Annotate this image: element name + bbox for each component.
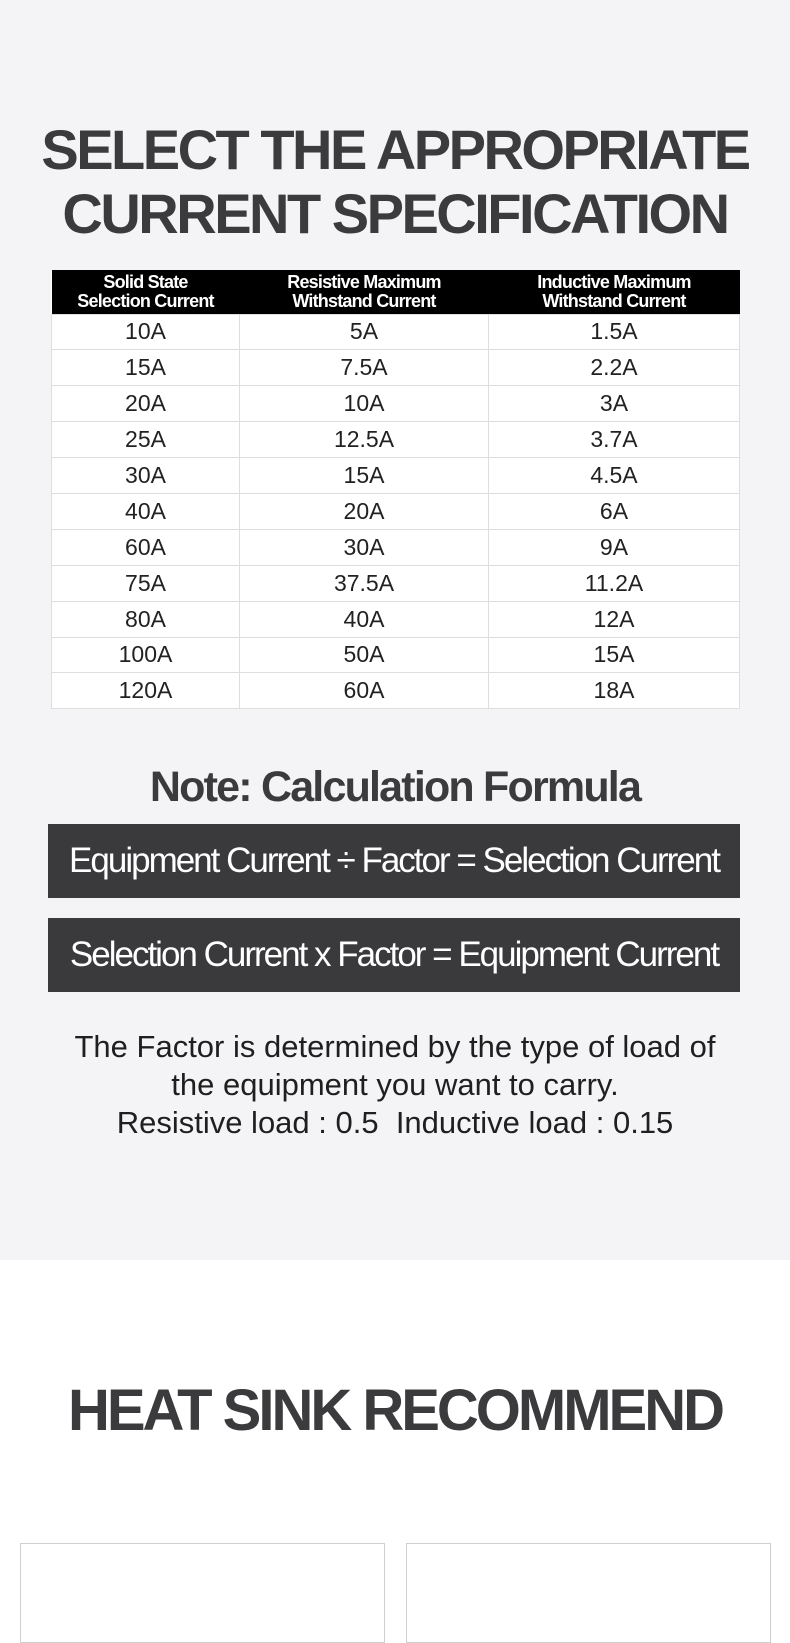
cell-inductive-current: 1.5A	[489, 314, 740, 350]
table-row	[52, 458, 740, 494]
cell-inductive-current: 9A	[489, 529, 740, 565]
formula-equipment-current: Selection Current x Factor = Equipment Current	[48, 918, 740, 992]
cell-resistive-current: 37.5A	[240, 565, 489, 601]
cell-selection-current: 120A	[52, 673, 240, 709]
cell-resistive-current: 60A	[240, 673, 489, 709]
cell-resistive-current: 7.5A	[240, 350, 489, 386]
cell-resistive-current: 30A	[240, 529, 489, 565]
cell-resistive-current: 10A	[240, 386, 489, 422]
spec-title-line-2: CURRENT SPECIFICATION	[62, 182, 728, 245]
factor-line-3: Resistive load : 0.5 Inductive load : 0.15	[116, 1105, 674, 1140]
cell-inductive-current: 6A	[489, 493, 740, 529]
table-row	[52, 350, 740, 386]
cell-selection-current: 15A	[52, 350, 240, 386]
header-resistive-maximum-withstand-current: Resistive Maximum Withstand Current	[240, 270, 489, 314]
cell-selection-current: 60A	[52, 529, 240, 565]
cell-inductive-current: 3A	[489, 386, 740, 422]
factor-description	[0, 1028, 790, 1142]
heat-sink-product-card[interactable]	[20, 1543, 385, 1643]
note-title: Note: Calculation Formula	[149, 763, 641, 811]
cell-selection-current: 20A	[52, 386, 240, 422]
cell-selection-current: 25A	[52, 422, 240, 458]
spec-title	[0, 118, 790, 246]
cell-selection-current: 10A	[52, 314, 240, 350]
spec-title-line-1: SELECT THE APPROPRIATE	[41, 118, 749, 181]
table-row	[52, 529, 740, 565]
table-row	[52, 565, 740, 601]
cell-resistive-current: 50A	[240, 637, 489, 673]
cell-inductive-current: 18A	[489, 673, 740, 709]
table-row	[52, 314, 740, 350]
table-row	[52, 422, 740, 458]
cell-inductive-current: 11.2A	[489, 565, 740, 601]
cell-resistive-current: 5A	[240, 314, 489, 350]
table-row	[52, 493, 740, 529]
cell-resistive-current: 40A	[240, 601, 489, 637]
cell-inductive-current: 15A	[489, 637, 740, 673]
heat-sink-product-card[interactable]	[406, 1543, 771, 1643]
cell-selection-current: 100A	[52, 637, 240, 673]
header-inductive-maximum-withstand-current: Inductive Maximum Withstand Current	[489, 270, 740, 314]
heat-sink-title: HEAT SINK RECOMMEND	[67, 1378, 723, 1443]
cell-selection-current: 80A	[52, 601, 240, 637]
cell-selection-current: 75A	[52, 565, 240, 601]
cell-resistive-current: 15A	[240, 458, 489, 494]
table-row	[52, 386, 740, 422]
cell-inductive-current: 3.7A	[489, 422, 740, 458]
table-row	[52, 601, 740, 637]
header-solid-state-selection-current: Solid State Selection Current	[52, 270, 240, 314]
cell-resistive-current: 20A	[240, 493, 489, 529]
cell-selection-current: 40A	[52, 493, 240, 529]
formula-selection-current: Equipment Current ÷ Factor = Selection Current	[48, 824, 740, 898]
factor-line-2: the equipment you want to carry.	[171, 1067, 619, 1102]
table-body	[52, 314, 740, 709]
cell-resistive-current: 12.5A	[240, 422, 489, 458]
table-row	[52, 637, 740, 673]
cell-inductive-current: 4.5A	[489, 458, 740, 494]
cell-inductive-current: 12A	[489, 601, 740, 637]
table-header-row	[52, 270, 740, 314]
cell-selection-current: 30A	[52, 458, 240, 494]
cell-inductive-current: 2.2A	[489, 350, 740, 386]
current-spec-table	[51, 270, 740, 709]
factor-line-1: The Factor is determined by the type of load of	[74, 1029, 716, 1064]
table-row	[52, 673, 740, 709]
